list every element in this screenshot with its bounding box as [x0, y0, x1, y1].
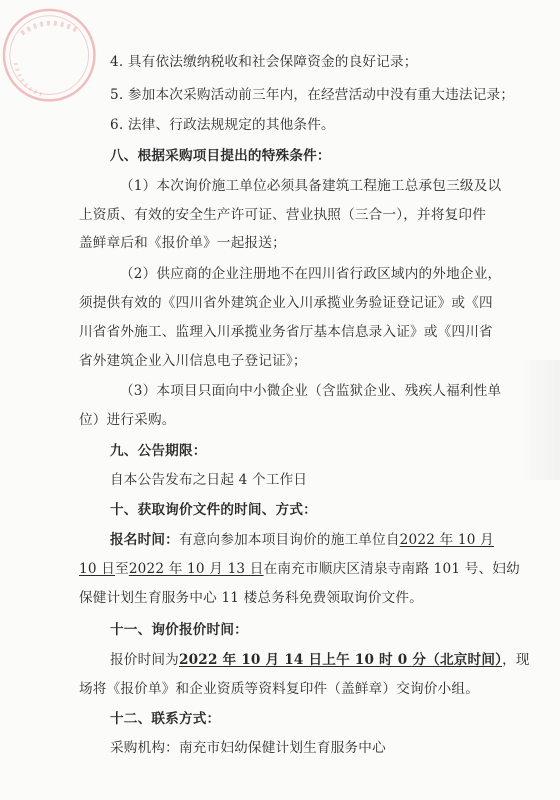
registration-start-date: 2022 年 10 月: [399, 532, 494, 548]
special-3-line-2: 位）进行采购。: [79, 412, 176, 428]
quote-time-end: ，现: [502, 652, 530, 668]
registration-location: 在南充市顺庆区清泉寺南路 101 号、妇幼: [263, 561, 520, 577]
registration-to: 至: [115, 561, 129, 577]
registration-line-3: 保健计划生育服务中心 11 楼总务科免费领取询价文件。: [79, 590, 423, 606]
procurement-agency: 采购机构：南充市妇幼保健计划生育服务中心: [110, 740, 386, 756]
special-2-line-2: 须提供有效的《四川省外建筑企业入川承揽业务验证登记证》或《四: [79, 295, 493, 311]
section-11-heading: 十一、询价报价时间：: [110, 622, 248, 638]
registration-text: 有意向参加本项目询价的施工单位自: [178, 532, 400, 548]
quote-time-value: 2022 年 10 月 14 日上午 10 时 0 分（北京时间）: [178, 652, 503, 668]
registration-label: 报名时间：: [110, 532, 179, 548]
section-12-heading: 十二、联系方式：: [110, 711, 221, 727]
registration-end-date: 2022 年 10 月 13 日: [128, 561, 264, 577]
registration-line-2: [79, 559, 520, 579]
announcement-period: 自本公告发布之日起 4 个工作日: [110, 472, 308, 488]
special-2-line-3: 川省省外施工、监理入川承揽业务省厅基本信息录入证》或《四川省: [79, 324, 493, 340]
special-1-line-3: 盖鲜章后和《报价单》一起报送；: [79, 235, 286, 251]
quote-time-text: 报价时间为: [110, 652, 179, 668]
section-10-heading: 十、获取询价文件的时间、方式：: [110, 502, 317, 518]
special-1-line-1: （1）本次询价施工单位必须具备建筑工程施工总承包三级及以: [120, 178, 502, 194]
condition-5: 5. 参加本次采购活动前三年内，在经营活动中没有重大违法记录；: [110, 87, 515, 103]
special-1-line-2: 上资质、有效的安全生产许可证、营业执照（三合一），并将复印件: [79, 207, 487, 223]
quote-time-line-2: 场将《报价单》和企业资质等资料复印件（盖鲜章）交询价小组。: [79, 681, 480, 697]
registration-start-day: 10 日: [79, 561, 116, 577]
section-9-heading: 九、公告期限：: [110, 443, 207, 459]
section-8-heading: 八、根据采购项目提出的特殊条件：: [110, 148, 331, 164]
quote-time-line-1: [110, 650, 530, 670]
special-2-line-1: （2）供应商的企业注册地不在四川省行政区域内的外地企业，: [120, 266, 502, 282]
registration-line-1: [110, 530, 494, 550]
red-seal-stamp: [2, 4, 120, 122]
condition-4: 4. 具有依法缴纳税收和社会保障资金的良好记录；: [110, 54, 418, 70]
scan-shadow: [520, 360, 560, 480]
special-3-line-1: （3）本项目只面向中小微企业（含监狱企业、残疾人福利性单: [120, 383, 502, 399]
special-2-line-4: 省外建筑企业入川信息电子登记证》；: [79, 353, 307, 369]
condition-6: 6. 法律、行政法规规定的其他条件。: [110, 117, 335, 133]
